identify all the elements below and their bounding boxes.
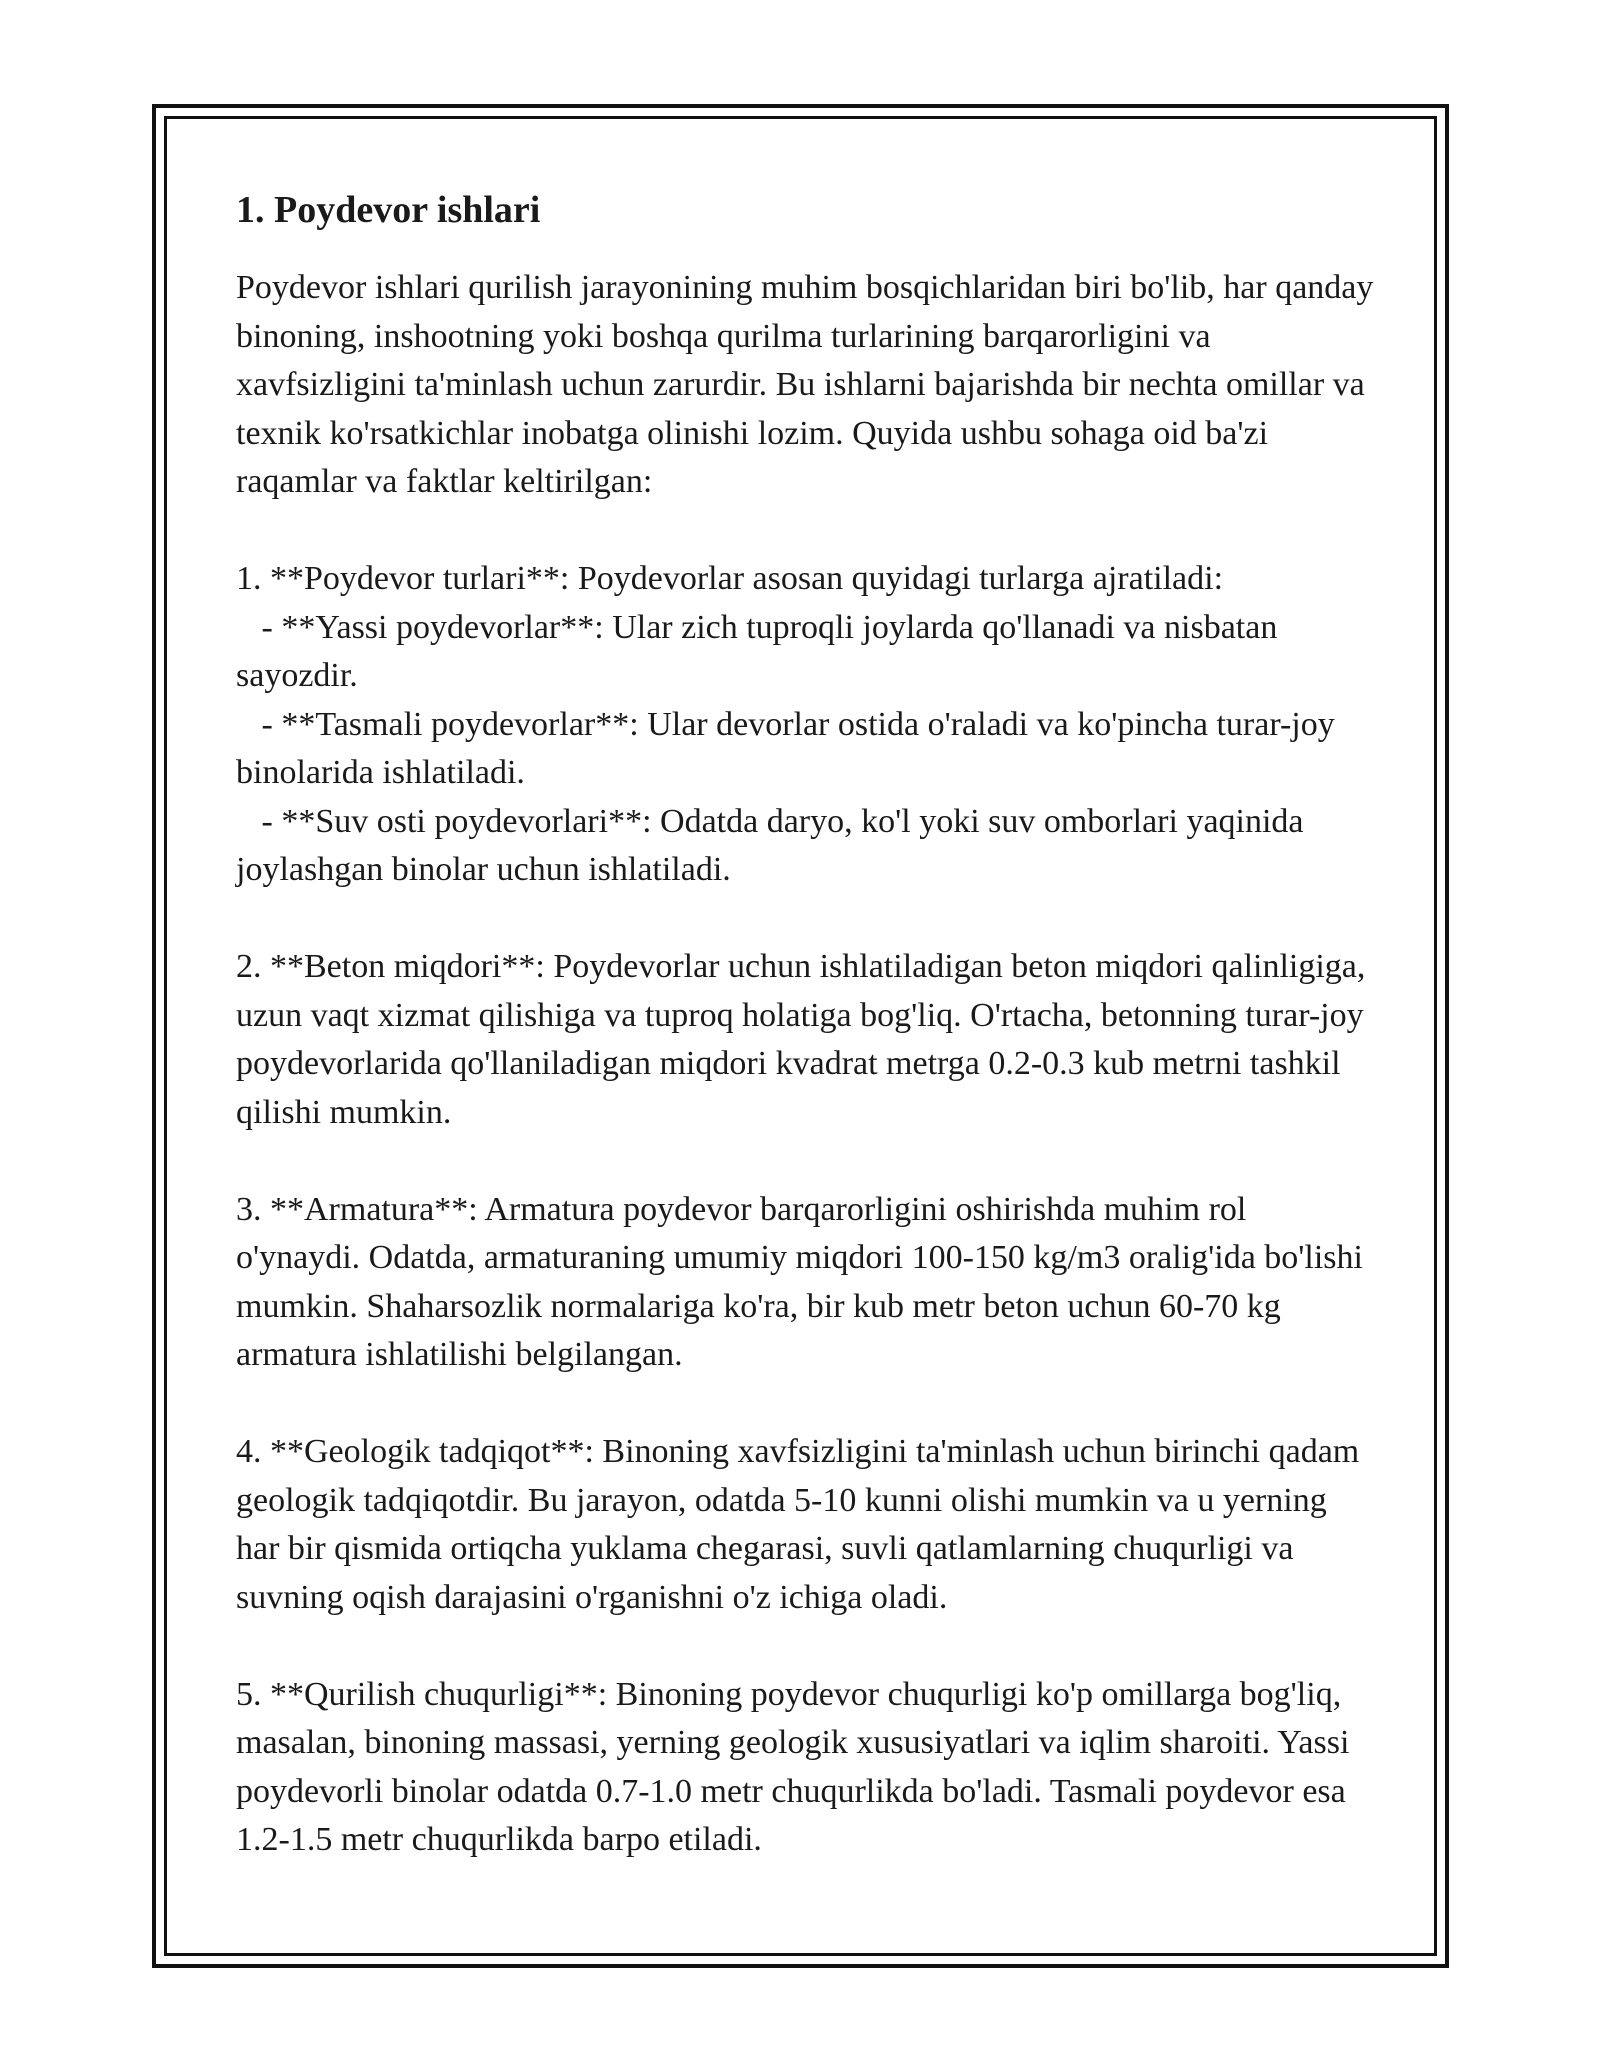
sub-item-yassi-poydevorlar: - **Yassi poydevorlar**: Ular zich tuproqli joylarda qo'llanadi va nisbatan sayozdir. — [236, 608, 1286, 694]
sub-item-tasmali-poydevorlar: - **Tasmali poydevorlar**: Ular devorlar ostida o'raladi va ko'pincha turar-joy binolarida ishlatiladi. — [236, 705, 1344, 791]
paragraph-gap — [236, 1622, 1376, 1671]
paragraph-gap — [236, 1380, 1376, 1429]
section-heading: 1. Poydevor ishlari — [236, 189, 541, 231]
list-item-poydevor-turlari: 1. **Poydevor turlari**: Poydevorlar asosan quyidagi turlarga ajratiladi: — [236, 560, 1224, 597]
paragraph-gap — [236, 895, 1376, 944]
list-item-armatura: 3. **Armatura**: Armatura poydevor barqarorligini oshirishda muhim rol o'ynaydi. Odatda, armaturaning umumiy miqdori 100-150 kg/m3 oralig'ida bo'lishi mumkin. Shaharsozlik normalariga ko'ra, bir kub metr beton uchun 60-70 kg armatura ishlatilishi belgilangan. — [236, 1190, 1363, 1373]
paragraph-gap — [236, 507, 1376, 556]
list-item-qurilish-chuqurligi: 5. **Qurilish chuqurligi**: Binoning poydevor chuqurligi ko'p omillarga bog'liq, masalan, binoning massasi, yerning geologik xususiyatlari va iqlim sharoiti. Yassi poydevorli binolar odatda 0.7-1.0 metr chuqurlikda bo'ladi. Tasmali poydevor esa 1.2-1.5 metr chuqurlikda barpo etiladi. — [236, 1675, 1350, 1858]
document-body — [236, 186, 1376, 1865]
intro-paragraph: Poydevor ishlari qurilish jarayonining muhim bosqichlaridan biri bo'lib, har qanday binoning, inshootning yoki boshqa qurilma turlarining barqarorligini va xavfsizligini ta'minlash uchun zarurdir. Bu ishlarni bajarishda bir nechta omillar va texnik ko'rsatkichlar inobatga olinishi lozim. Quyida ushbu sohaga oid ba'zi raqamlar va faktlar keltirilgan: — [236, 269, 1374, 500]
sub-item-suv-osti-poydevorlari: - **Suv osti poydevorlari**: Odatda daryo, ko'l yoki suv omborlari yaqinida joylashgan binolar uchun ishlatiladi. — [236, 802, 1313, 888]
paragraph-gap — [236, 1137, 1376, 1186]
list-item-beton-miqdori: 2. **Beton miqdori**: Poydevorlar uchun ishlatiladigan beton miqdori qalinligiga, uzun vaqt xizmat qilishiga va tuproq holatiga bog'liq. O'rtacha, betonning turar-joy poydevorlarida qo'llaniladigan miqdori kvadrat metrga 0.2-0.3 kub metrni tashkil qilishi mumkin. — [236, 948, 1366, 1131]
list-item-geologik-tadqiqot: 4. **Geologik tadqiqot**: Binoning xavfsizligini ta'minlash uchun birinchi qadam geologik tadqiqotdir. Bu jarayon, odatda 5-10 kunni olishi mumkin va u yerning har bir qismida ortiqcha yuklama chegarasi, suvli qatlamlarning chuqurligi va suvning oqish darajasini o'rganishni o'z ichiga oladi. — [236, 1433, 1360, 1616]
